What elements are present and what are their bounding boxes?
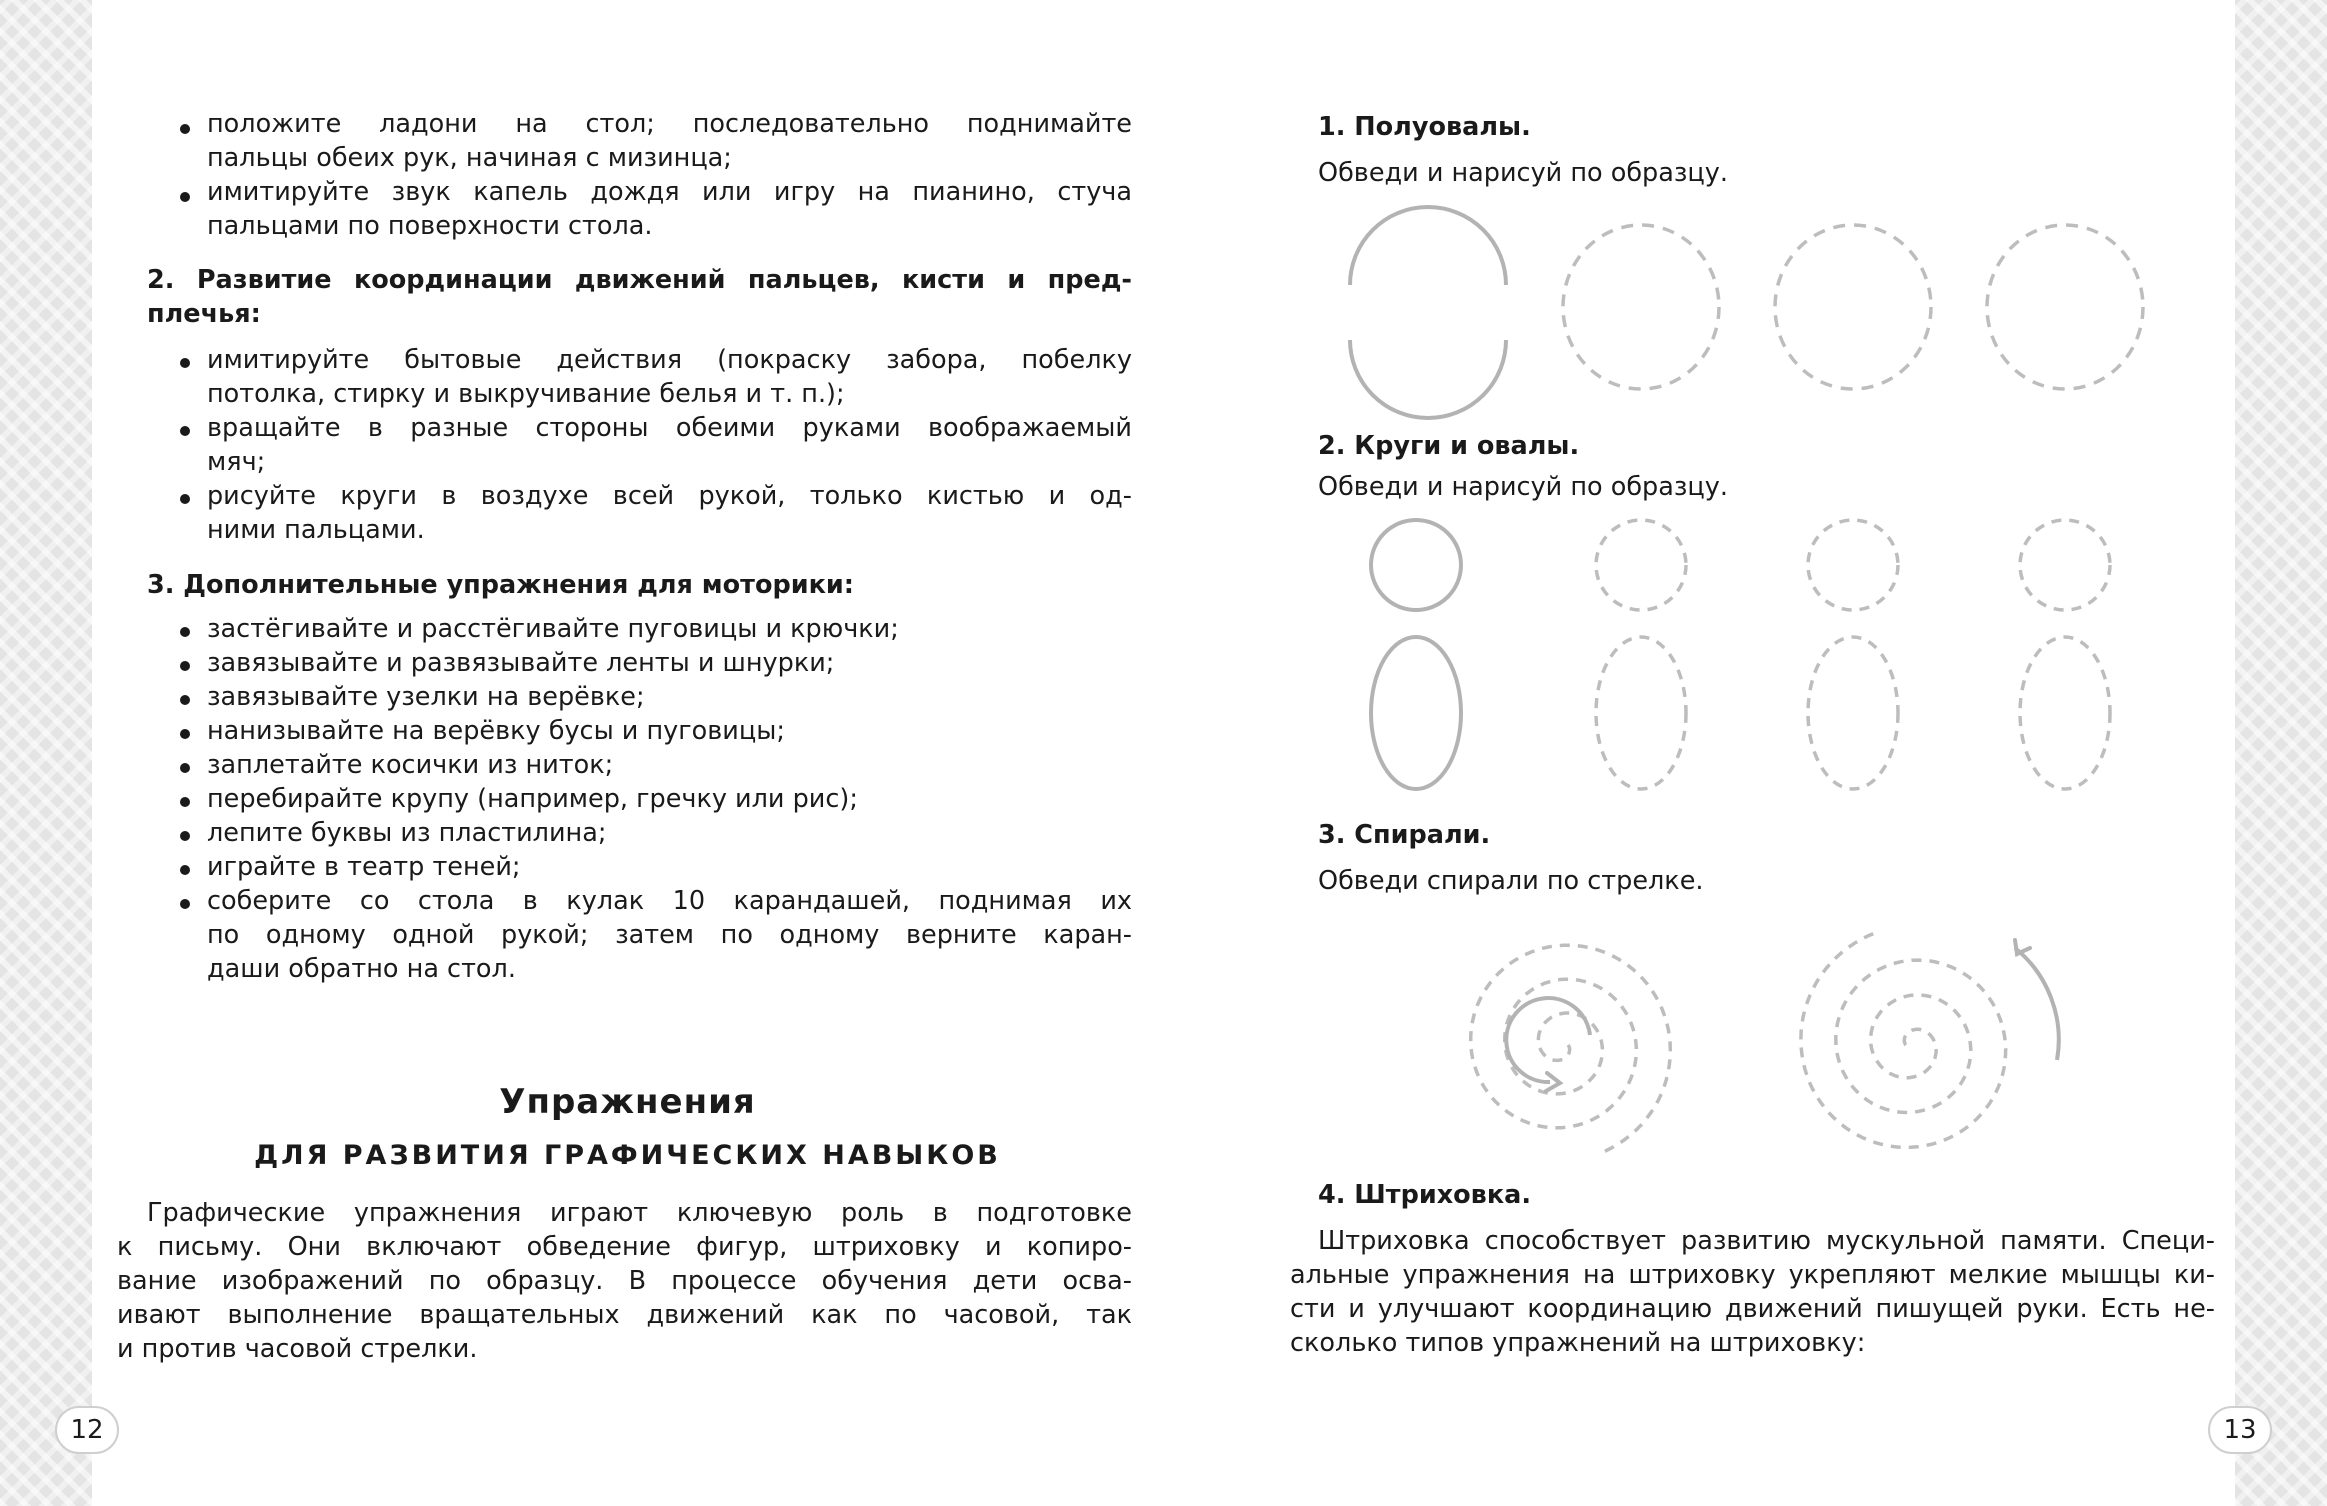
exercise-title: 4. Штриховка. xyxy=(1318,1180,1532,1210)
bullet-dot xyxy=(180,426,190,436)
section-heading: Упражнения xyxy=(499,1082,756,1122)
paragraph-line: к письму. Они включают обведение фигур, штриховку и копиро- xyxy=(117,1232,1132,1262)
bullet-dot xyxy=(180,797,190,807)
circles-ovals-figure xyxy=(1290,505,2235,805)
list-item-line: ними пальцами. xyxy=(207,515,425,545)
bullet-dot xyxy=(180,831,190,841)
paragraph-line: Графические упражнения играют ключевую роль в подготовке xyxy=(147,1198,1132,1228)
bullet-dot xyxy=(180,763,190,773)
bullet-dot xyxy=(180,627,190,637)
half-oval-sample xyxy=(1350,340,1506,418)
exercise-instruction: Обведи и нарисуй по образцу. xyxy=(1318,158,1728,188)
bullet-dot xyxy=(180,192,190,202)
section-title: 3. Дополнительные упражнения для моторики: xyxy=(147,570,854,600)
list-item-line: пальцы обеих рук, начиная с мизинца; xyxy=(207,143,732,173)
list-item-line: положите ладони на стол; последовательно поднимайте xyxy=(207,109,1132,139)
section-title: плечья: xyxy=(147,299,261,329)
dashed-circle-trace xyxy=(1596,520,1686,610)
section-subheading: ДЛЯ РАЗВИТИЯ ГРАФИЧЕСКИХ НАВЫКОВ xyxy=(254,1140,1001,1171)
exercise-title: 1. Полуовалы. xyxy=(1318,112,1531,142)
dashed-oval-trace xyxy=(1775,225,1931,389)
bullet-dot xyxy=(180,729,190,739)
list-item-line: имитируйте звук капель дождя или игру на пианино, стуча xyxy=(207,177,1132,207)
list-item-line: мяч; xyxy=(207,447,266,477)
section-title: 2. Развитие координации движений пальцев, кисти и пред- xyxy=(147,265,1132,295)
oval-sample xyxy=(1371,637,1461,789)
list-item-line: даши обратно на стол. xyxy=(207,954,516,984)
bullet-dot xyxy=(180,695,190,705)
dashed-oval-trace xyxy=(1563,225,1719,389)
dashed-circle-trace xyxy=(1808,520,1898,610)
list-item-line: нанизывайте на верёвку бусы и пуговицы; xyxy=(207,716,785,746)
spirals-figure xyxy=(1290,920,2235,1170)
paragraph-line: сколько типов упражнений на штриховку: xyxy=(1290,1328,1866,1358)
list-item-line: заплетайте косички из ниток; xyxy=(207,750,614,780)
paragraph-line: сти и улучшают координацию движений пишущей руки. Есть не- xyxy=(1290,1294,2215,1324)
bullet-dot xyxy=(180,494,190,504)
exercise-instruction: Обведи спирали по стрелке. xyxy=(1318,866,1704,896)
paragraph-line: ивают выполнение вращательных движений как по часовой, так xyxy=(117,1300,1132,1330)
dashed-circle-trace xyxy=(2020,520,2110,610)
bullet-dot xyxy=(180,661,190,671)
list-item-line: лепите буквы из пластилина; xyxy=(207,818,607,848)
arrow-guide-solid xyxy=(1506,998,1590,1082)
dashed-oval-trace xyxy=(1987,225,2143,389)
paragraph-line: вание изображений по образцу. В процессе обучения дети осва- xyxy=(117,1266,1132,1296)
list-item-line: застёгивайте и расстёгивайте пуговицы и крючки; xyxy=(207,614,899,644)
list-item-line: соберите со стола в кулак 10 карандашей, поднимая их xyxy=(207,886,1132,916)
page-number: 12 xyxy=(55,1406,119,1454)
bullet-dot xyxy=(180,124,190,134)
list-item-line: завязывайте и развязывайте ленты и шнурки; xyxy=(207,648,835,678)
bullet-dot xyxy=(180,865,190,875)
paragraph-line: и против часовой стрелки. xyxy=(117,1334,478,1364)
arrow-head-icon xyxy=(2015,940,2030,954)
exercise-title: 3. Спирали. xyxy=(1318,820,1491,850)
bullet-dot xyxy=(180,899,190,909)
left-page xyxy=(92,0,1163,1506)
half-ovals-figure xyxy=(1290,190,2235,430)
half-oval-sample xyxy=(1350,207,1506,285)
dashed-oval-trace xyxy=(1808,637,1898,789)
page-number: 13 xyxy=(2208,1406,2272,1454)
bullet-dot xyxy=(180,358,190,368)
right-page xyxy=(1290,0,2235,1506)
paragraph-line: Штриховка способствует развитию мускульной памяти. Специ- xyxy=(1318,1226,2215,1256)
list-item-line: вращайте в разные стороны обеими руками воображаемый xyxy=(207,413,1132,443)
list-item-line: потолка, стирку и выкручивание белья и т. п.); xyxy=(207,379,845,409)
list-item-line: завязывайте узелки на верёвке; xyxy=(207,682,645,712)
left-margin-pattern xyxy=(0,0,92,1506)
dashed-spiral-trace xyxy=(1471,945,1671,1154)
exercise-instruction: Обведи и нарисуй по образцу. xyxy=(1318,472,1728,502)
list-item-line: играйте в театр теней; xyxy=(207,852,521,882)
list-item-line: имитируйте бытовые действия (покраску забора, побелку xyxy=(207,345,1132,375)
dashed-oval-trace xyxy=(1596,637,1686,789)
list-item-line: по одному одной рукой; затем по одному верните каран- xyxy=(207,920,1132,950)
right-margin-pattern xyxy=(2235,0,2327,1506)
dashed-spiral-trace xyxy=(1801,933,2006,1148)
circle-sample xyxy=(1371,520,1461,610)
dashed-oval-trace xyxy=(2020,637,2110,789)
list-item-line: рисуйте круги в воздухе всей рукой, только кистью и од- xyxy=(207,481,1132,511)
list-item-line: пальцами по поверхности стола. xyxy=(207,211,653,241)
arrow-guide-solid xyxy=(2015,948,2059,1060)
list-item-line: перебирайте крупу (например, гречку или рис); xyxy=(207,784,858,814)
paragraph-line: альные упражнения на штриховку укрепляют мелкие мышцы ки- xyxy=(1290,1260,2215,1290)
exercise-title: 2. Круги и овалы. xyxy=(1318,431,1580,461)
